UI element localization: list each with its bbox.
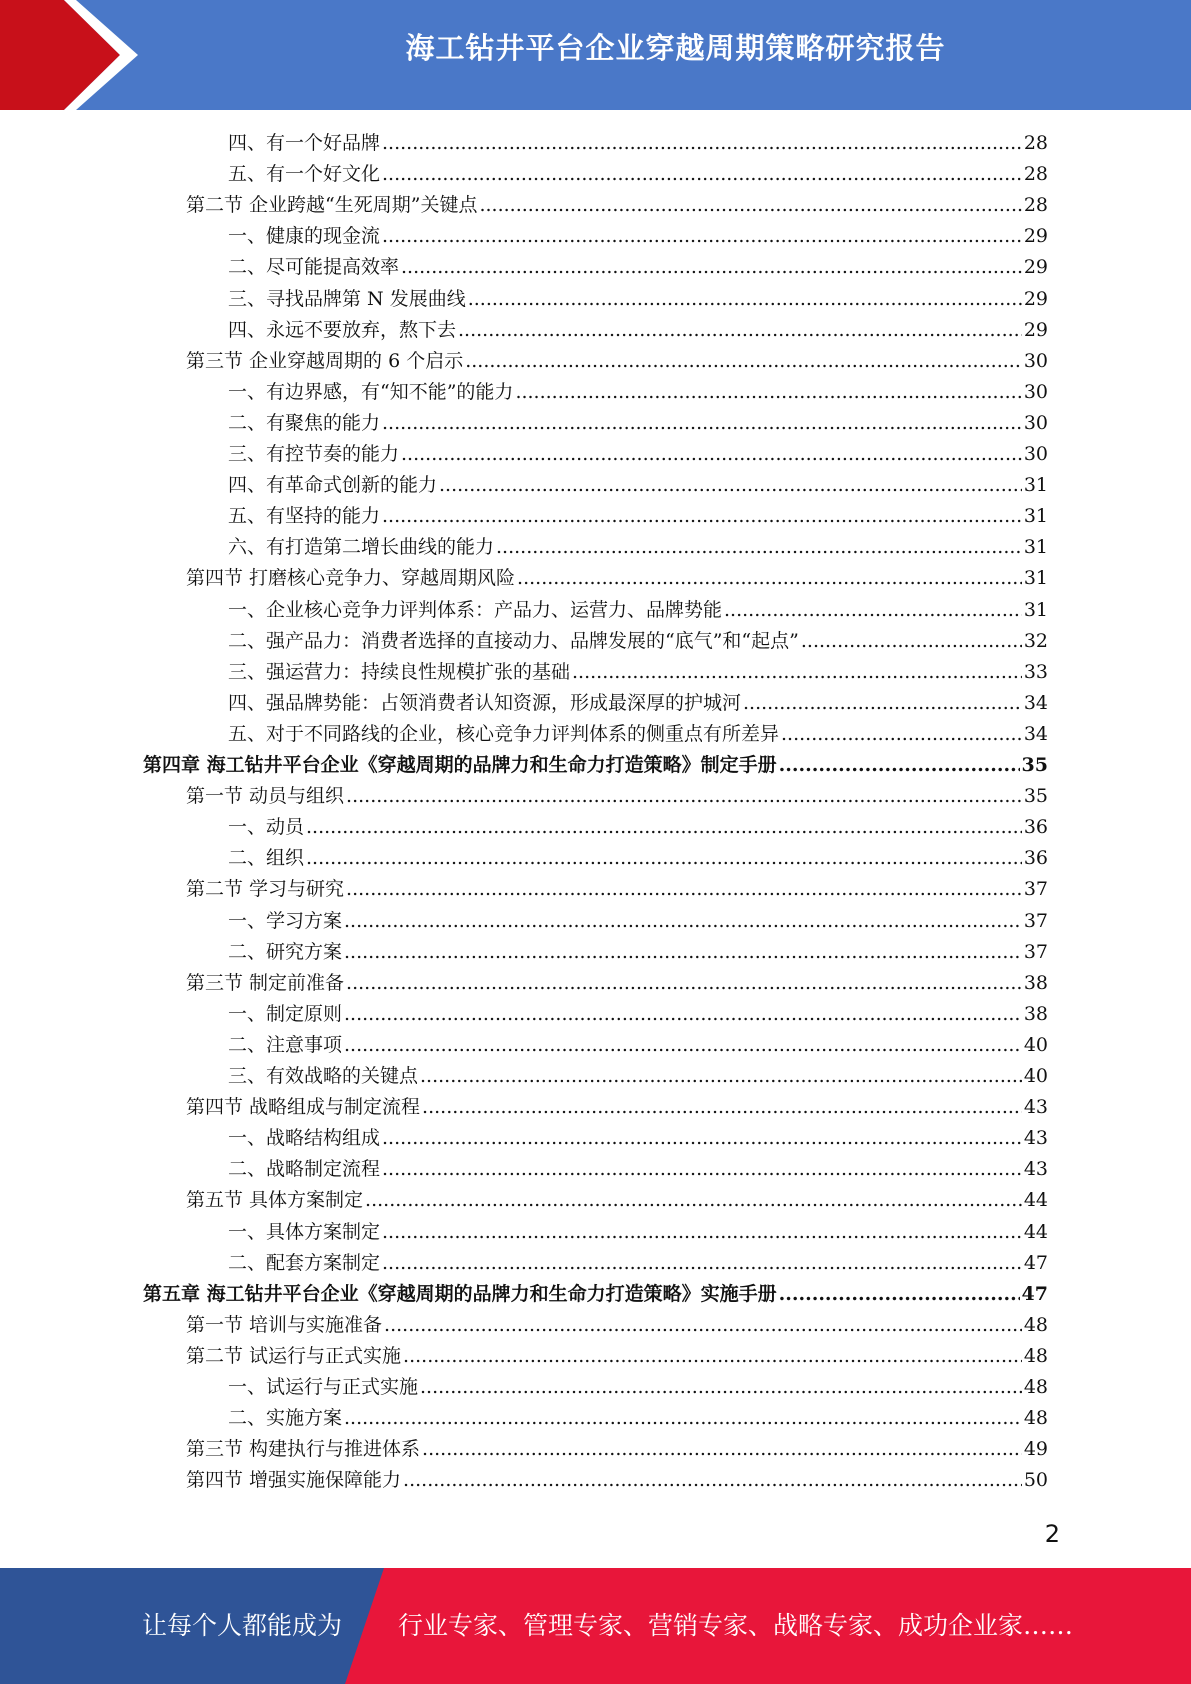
toc-entry-page: 29: [1023, 225, 1048, 248]
toc-leader-dots: [517, 563, 1022, 594]
toc-leader-dots: [346, 781, 1022, 812]
toc-entry[interactable]: [228, 284, 1048, 315]
footer-slogan-right: 行业专家、管理专家、营销专家、战略专家、成功企业家……: [398, 1611, 1074, 1640]
toc-entry-label: 四、永远不要放弃，熬下去: [228, 318, 457, 341]
toc-entry[interactable]: [228, 999, 1048, 1030]
toc-entry-label: 四、强品牌势能：占领消费者认知资源，形成最深厚的护城河: [228, 691, 742, 714]
toc-entry-label: 一、有边界感，有“知不能”的能力: [228, 380, 514, 403]
toc-entry[interactable]: [228, 408, 1048, 439]
toc-entry-page: 29: [1023, 256, 1048, 279]
toc-entry[interactable]: [186, 781, 1048, 812]
toc-entry[interactable]: [228, 470, 1048, 501]
toc-entry[interactable]: [228, 221, 1048, 252]
toc-leader-dots: [403, 1465, 1022, 1496]
page-header: [0, 0, 1191, 110]
toc-entry[interactable]: [228, 1372, 1048, 1403]
toc-entry-label: 四、有一个好品牌: [228, 132, 381, 154]
toc-entry-page: 48: [1023, 1376, 1048, 1398]
toc-leader-dots: [382, 1248, 1022, 1279]
toc-leader-dots: [382, 128, 1022, 159]
toc-entry-label: 第二节 学习与研究: [186, 878, 345, 901]
toc-entry[interactable]: [228, 812, 1048, 843]
toc-leader-dots: [346, 874, 1022, 905]
toc-leader-dots: [422, 1434, 1022, 1465]
toc-entry[interactable]: [143, 750, 1048, 781]
toc-entry[interactable]: [228, 377, 1048, 408]
toc-entry-label: 五、有一个好文化: [228, 163, 381, 186]
toc-entry-page: 48: [1023, 1344, 1048, 1367]
toc-entry-page: 48: [1023, 1313, 1048, 1336]
toc-entry-page: 49: [1023, 1438, 1048, 1461]
toc-leader-dots: [384, 1310, 1022, 1341]
toc-entry-page: 43: [1023, 1158, 1048, 1181]
toc-entry[interactable]: [228, 657, 1048, 688]
toc-entry-page: 30: [1023, 443, 1048, 465]
toc-entry-label: 二、配套方案制定: [228, 1251, 381, 1274]
toc-entry[interactable]: [228, 315, 1048, 346]
toc-entry-label: 二、研究方案: [228, 940, 343, 963]
toc-entry-label: 四、有革命式创新的能力: [228, 474, 438, 497]
toc-leader-dots: [382, 1154, 1022, 1185]
toc-entry-label: 第三节 构建执行与推进体系: [186, 1438, 421, 1461]
toc-leader-dots: [572, 657, 1022, 688]
toc-leader-dots: [420, 1372, 1022, 1403]
toc-entry-page: 38: [1023, 1002, 1048, 1025]
toc-entry-label: 一、动员: [228, 816, 305, 839]
toc-entry[interactable]: [228, 1154, 1048, 1185]
toc-entry[interactable]: [228, 159, 1048, 190]
toc-entry-page: 30: [1023, 349, 1048, 372]
toc-leader-dots: [401, 252, 1022, 283]
toc-entry-page: 28: [1023, 132, 1048, 154]
toc-entry-page: 34: [1023, 722, 1048, 745]
toc-leader-dots: [422, 1092, 1022, 1123]
toc-entry-page: 30: [1023, 411, 1048, 434]
toc-entry[interactable]: [186, 968, 1048, 999]
toc-entry-label: 第二节 试运行与正式实施: [186, 1344, 402, 1367]
toc-leader-dots: [781, 719, 1022, 750]
toc-entry-page: 34: [1023, 691, 1048, 714]
toc-entry[interactable]: [186, 346, 1048, 377]
toc-entry[interactable]: [186, 1465, 1048, 1496]
toc-entry-page: 35: [1021, 754, 1048, 776]
toc-entry-label: 二、强产品力：消费者选择的直接动力、品牌发展的“底气”和“起点”: [228, 629, 799, 652]
toc-entry[interactable]: [186, 1341, 1048, 1372]
toc-entry-label: 第四节 增强实施保障能力: [186, 1469, 402, 1492]
toc-entry-page: 30: [1023, 380, 1048, 403]
toc-entry[interactable]: [228, 128, 1048, 159]
toc-leader-dots: [479, 190, 1021, 221]
toc-entry[interactable]: [228, 626, 1048, 657]
toc-entry-label: 五、对于不同路线的企业，核心竞争力评判体系的侧重点有所差异: [228, 722, 780, 745]
toc-entry[interactable]: [186, 1092, 1048, 1123]
toc-entry-label: 三、有效战略的关键点: [228, 1065, 419, 1087]
toc-leader-dots: [382, 1217, 1022, 1248]
footer-slogan-left: 让每个人都能成为: [142, 1611, 343, 1640]
toc-entry-label: 六、有打造第二增长曲线的能力: [228, 536, 495, 559]
toc-entry-label: 第二节 企业跨越“生死周期”关键点: [186, 194, 478, 217]
toc-entry-label: 二、尽可能提高效率: [228, 256, 400, 279]
header-arrow-decoration: [0, 0, 170, 110]
toc-entry[interactable]: [143, 1279, 1048, 1310]
toc-entry-page: 37: [1023, 878, 1048, 901]
toc-entry-label: 一、学习方案: [228, 909, 343, 932]
toc-leader-dots: [365, 1185, 1022, 1216]
toc-leader-dots: [743, 688, 1022, 719]
toc-entry-page: 35: [1023, 785, 1048, 808]
toc-entry-page: 37: [1023, 940, 1048, 963]
toc-entry[interactable]: [228, 252, 1048, 283]
toc-entry-page: 37: [1023, 909, 1048, 932]
toc-leader-dots: [306, 843, 1022, 874]
toc-entry[interactable]: [186, 874, 1048, 905]
toc-entry-label: 二、实施方案: [228, 1407, 343, 1430]
toc-entry[interactable]: [186, 1185, 1048, 1216]
toc-entry-page: 36: [1023, 847, 1048, 870]
toc-entry-label: 第三节 制定前准备: [186, 971, 345, 994]
toc-leader-dots: [344, 999, 1022, 1030]
toc-entry-page: 44: [1023, 1189, 1048, 1212]
toc-entry-page: 31: [1023, 505, 1048, 528]
toc-entry[interactable]: [228, 1030, 1048, 1061]
toc-entry[interactable]: [186, 563, 1048, 594]
toc-entry-page: 50: [1023, 1469, 1048, 1492]
toc-entry[interactable]: [228, 1217, 1048, 1248]
toc-leader-dots: [344, 1403, 1022, 1434]
toc-entry-page: 40: [1023, 1065, 1048, 1087]
toc-leader-dots: [344, 937, 1022, 968]
toc-entry[interactable]: [228, 1248, 1048, 1279]
toc-entry-page: 47: [1021, 1282, 1048, 1305]
toc-entry[interactable]: [186, 190, 1048, 221]
toc-entry-label: 第一节 动员与组织: [186, 785, 345, 808]
toc-entry-label: 一、健康的现金流: [228, 225, 381, 248]
toc-entry-page: 28: [1023, 163, 1048, 186]
toc-entry[interactable]: [186, 1434, 1048, 1465]
toc-entry-label: 一、企业核心竞争力评判体系：产品力、运营力、品牌势能: [228, 598, 723, 621]
toc-leader-dots: [382, 408, 1022, 439]
toc-entry-label: 第四节 战略组成与制定流程: [186, 1096, 421, 1119]
toc-leader-dots: [439, 470, 1022, 501]
toc-entry[interactable]: [228, 937, 1048, 968]
toc-entry[interactable]: [228, 532, 1048, 563]
toc-entry-page: 31: [1023, 474, 1048, 497]
toc-entry-label: 一、试运行与正式实施: [228, 1376, 419, 1398]
toc-entry-page: 38: [1023, 971, 1048, 994]
toc-entry[interactable]: [228, 719, 1048, 750]
toc-leader-dots: [401, 439, 1022, 470]
toc-entry-page: 36: [1023, 816, 1048, 839]
toc-entry-label: 三、寻找品牌第 N 发展曲线: [228, 287, 466, 310]
toc-entry-label: 五、有坚持的能力: [228, 505, 381, 528]
toc-entry[interactable]: [228, 501, 1048, 532]
toc-entry-label: 第四节 打磨核心竞争力、穿越周期风险: [186, 567, 516, 590]
toc-leader-dots: [382, 501, 1022, 532]
toc-entry[interactable]: [228, 1061, 1048, 1092]
toc-leader-dots: [458, 315, 1022, 346]
toc-leader-dots: [779, 750, 1020, 781]
toc-entry-page: 43: [1023, 1096, 1048, 1119]
toc-entry-label: 二、战略制定流程: [228, 1158, 381, 1181]
toc-entry[interactable]: [228, 595, 1048, 626]
toc-entry-page: 31: [1023, 567, 1048, 590]
toc-entry-page: 28: [1023, 194, 1048, 217]
toc-entry[interactable]: [228, 906, 1048, 937]
toc-leader-dots: [515, 377, 1021, 408]
toc-entry-page: 40: [1023, 1033, 1048, 1056]
toc-leader-dots: [382, 221, 1022, 252]
toc-entry-label: 三、强运营力：持续良性规模扩张的基础: [228, 660, 571, 683]
toc-leader-dots: [344, 1030, 1022, 1061]
page-number: 2: [1044, 1520, 1060, 1548]
toc-leader-dots: [496, 532, 1022, 563]
toc-entry-label: 第五节 具体方案制定: [186, 1189, 364, 1212]
toc-entry[interactable]: [228, 688, 1048, 719]
toc-entry[interactable]: [228, 1403, 1048, 1434]
toc-leader-dots: [306, 812, 1022, 843]
toc-leader-dots: [344, 906, 1022, 937]
toc-entry-label: 一、制定原则: [228, 1002, 343, 1025]
toc-entry[interactable]: [228, 1123, 1048, 1154]
toc-entry-page: 44: [1023, 1220, 1048, 1243]
toc-entry[interactable]: [186, 1310, 1048, 1341]
toc-entry-page: 47: [1023, 1251, 1048, 1274]
toc-entry-label: 一、具体方案制定: [228, 1220, 381, 1243]
toc-entry-page: 48: [1023, 1407, 1048, 1430]
toc-leader-dots: [465, 346, 1022, 377]
toc-entry-label: 第一节 培训与实施准备: [186, 1313, 383, 1336]
toc-entry-label: 二、组织: [228, 847, 305, 870]
toc-leader-dots: [801, 626, 1022, 657]
toc-leader-dots: [382, 159, 1022, 190]
page-footer: [0, 1568, 1191, 1684]
toc-entry-label: 第五章 海工钻井平台企业《穿越周期的品牌力和生命力打造策略》实施手册: [143, 1282, 777, 1305]
toc-entry-page: 43: [1023, 1127, 1048, 1150]
toc-entry-label: 第四章 海工钻井平台企业《穿越周期的品牌力和生命力打造策略》制定手册: [143, 754, 777, 776]
toc-entry-label: 第三节 企业穿越周期的 6 个启示: [186, 349, 464, 372]
toc-entry-label: 三、有控节奏的能力: [228, 443, 400, 465]
toc-leader-dots: [779, 1279, 1020, 1310]
toc-leader-dots: [420, 1061, 1022, 1092]
toc-leader-dots: [724, 595, 1022, 626]
toc-leader-dots: [382, 1123, 1022, 1154]
toc-entry-label: 一、战略结构组成: [228, 1127, 381, 1150]
toc-entry-page: 29: [1023, 287, 1048, 310]
toc-entry[interactable]: [228, 843, 1048, 874]
toc-leader-dots: [403, 1341, 1022, 1372]
toc-leader-dots: [468, 284, 1022, 315]
toc-entry-page: 31: [1023, 536, 1048, 559]
toc-leader-dots: [346, 968, 1022, 999]
toc-entry-label: 二、注意事项: [228, 1033, 343, 1056]
toc-entry-label: 二、有聚焦的能力: [228, 411, 381, 434]
toc-entry-page: 31: [1023, 598, 1048, 621]
toc-entry[interactable]: [228, 439, 1048, 470]
toc-entry-page: 29: [1023, 318, 1048, 341]
toc-entry-page: 33: [1023, 660, 1048, 683]
document-title: 海工钻井平台企业穿越周期策略研究报告: [405, 31, 946, 65]
toc-entry-page: 32: [1023, 629, 1048, 652]
